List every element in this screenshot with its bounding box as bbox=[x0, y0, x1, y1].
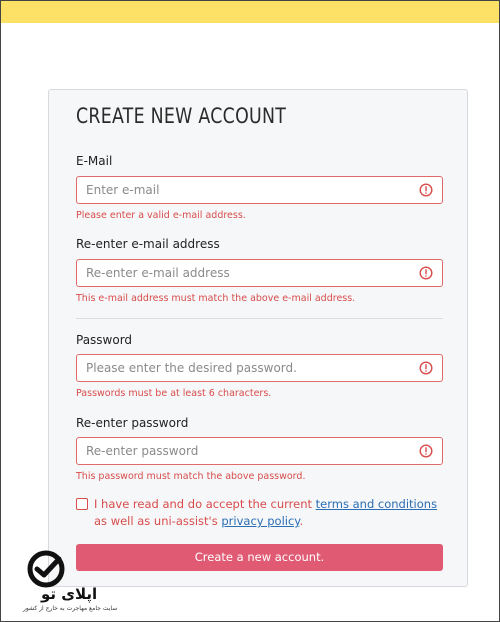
password-error: Passwords must be at least 6 characters. bbox=[76, 388, 272, 399]
top-bar bbox=[1, 1, 499, 23]
password-label: Password bbox=[76, 333, 133, 347]
watermark-name: اپلای تو bbox=[41, 585, 98, 603]
terms-link[interactable]: terms and conditions bbox=[315, 497, 438, 511]
alert-circle-icon bbox=[419, 361, 433, 375]
password-field[interactable] bbox=[76, 354, 443, 382]
alert-circle-icon bbox=[419, 183, 433, 197]
password-confirm-placeholder: Re-enter password bbox=[86, 444, 199, 458]
email-confirm-placeholder: Re-enter e-mail address bbox=[86, 266, 230, 280]
terms-checkbox[interactable] bbox=[76, 498, 88, 510]
password-confirm-label: Re-enter password bbox=[76, 416, 189, 430]
terms-text bbox=[94, 496, 444, 530]
terms-text-before: I have read and do accept the current bbox=[94, 497, 316, 511]
terms-text-middle: as well as uni-assist's bbox=[94, 514, 222, 528]
alert-circle-icon bbox=[419, 444, 433, 458]
email-error: Please enter a valid e-mail address. bbox=[76, 210, 246, 221]
create-account-card bbox=[48, 89, 468, 587]
password-confirm-error: This password must match the above password. bbox=[76, 471, 306, 482]
page-title: CREATE NEW ACCOUNT bbox=[76, 104, 287, 128]
alert-circle-icon bbox=[419, 266, 433, 280]
email-label: E-Mail bbox=[76, 154, 113, 168]
password-placeholder: Please enter the desired password. bbox=[86, 361, 297, 375]
email-confirm-field[interactable] bbox=[76, 259, 443, 287]
email-placeholder: Enter e-mail bbox=[86, 183, 160, 197]
email-confirm-label: Re-enter e-mail address bbox=[76, 237, 220, 251]
password-confirm-field[interactable] bbox=[76, 437, 443, 465]
privacy-policy-link[interactable]: privacy policy bbox=[221, 514, 300, 528]
create-account-button[interactable]: Create a new account. bbox=[76, 544, 443, 571]
watermark-tagline: سایت جامع مهاجرت به خارج از کشور bbox=[23, 605, 118, 612]
email-confirm-error: This e-mail address must match the above e-mail address. bbox=[76, 293, 356, 304]
email-field[interactable] bbox=[76, 176, 443, 204]
terms-text-after: . bbox=[299, 514, 304, 528]
section-divider bbox=[76, 318, 443, 319]
